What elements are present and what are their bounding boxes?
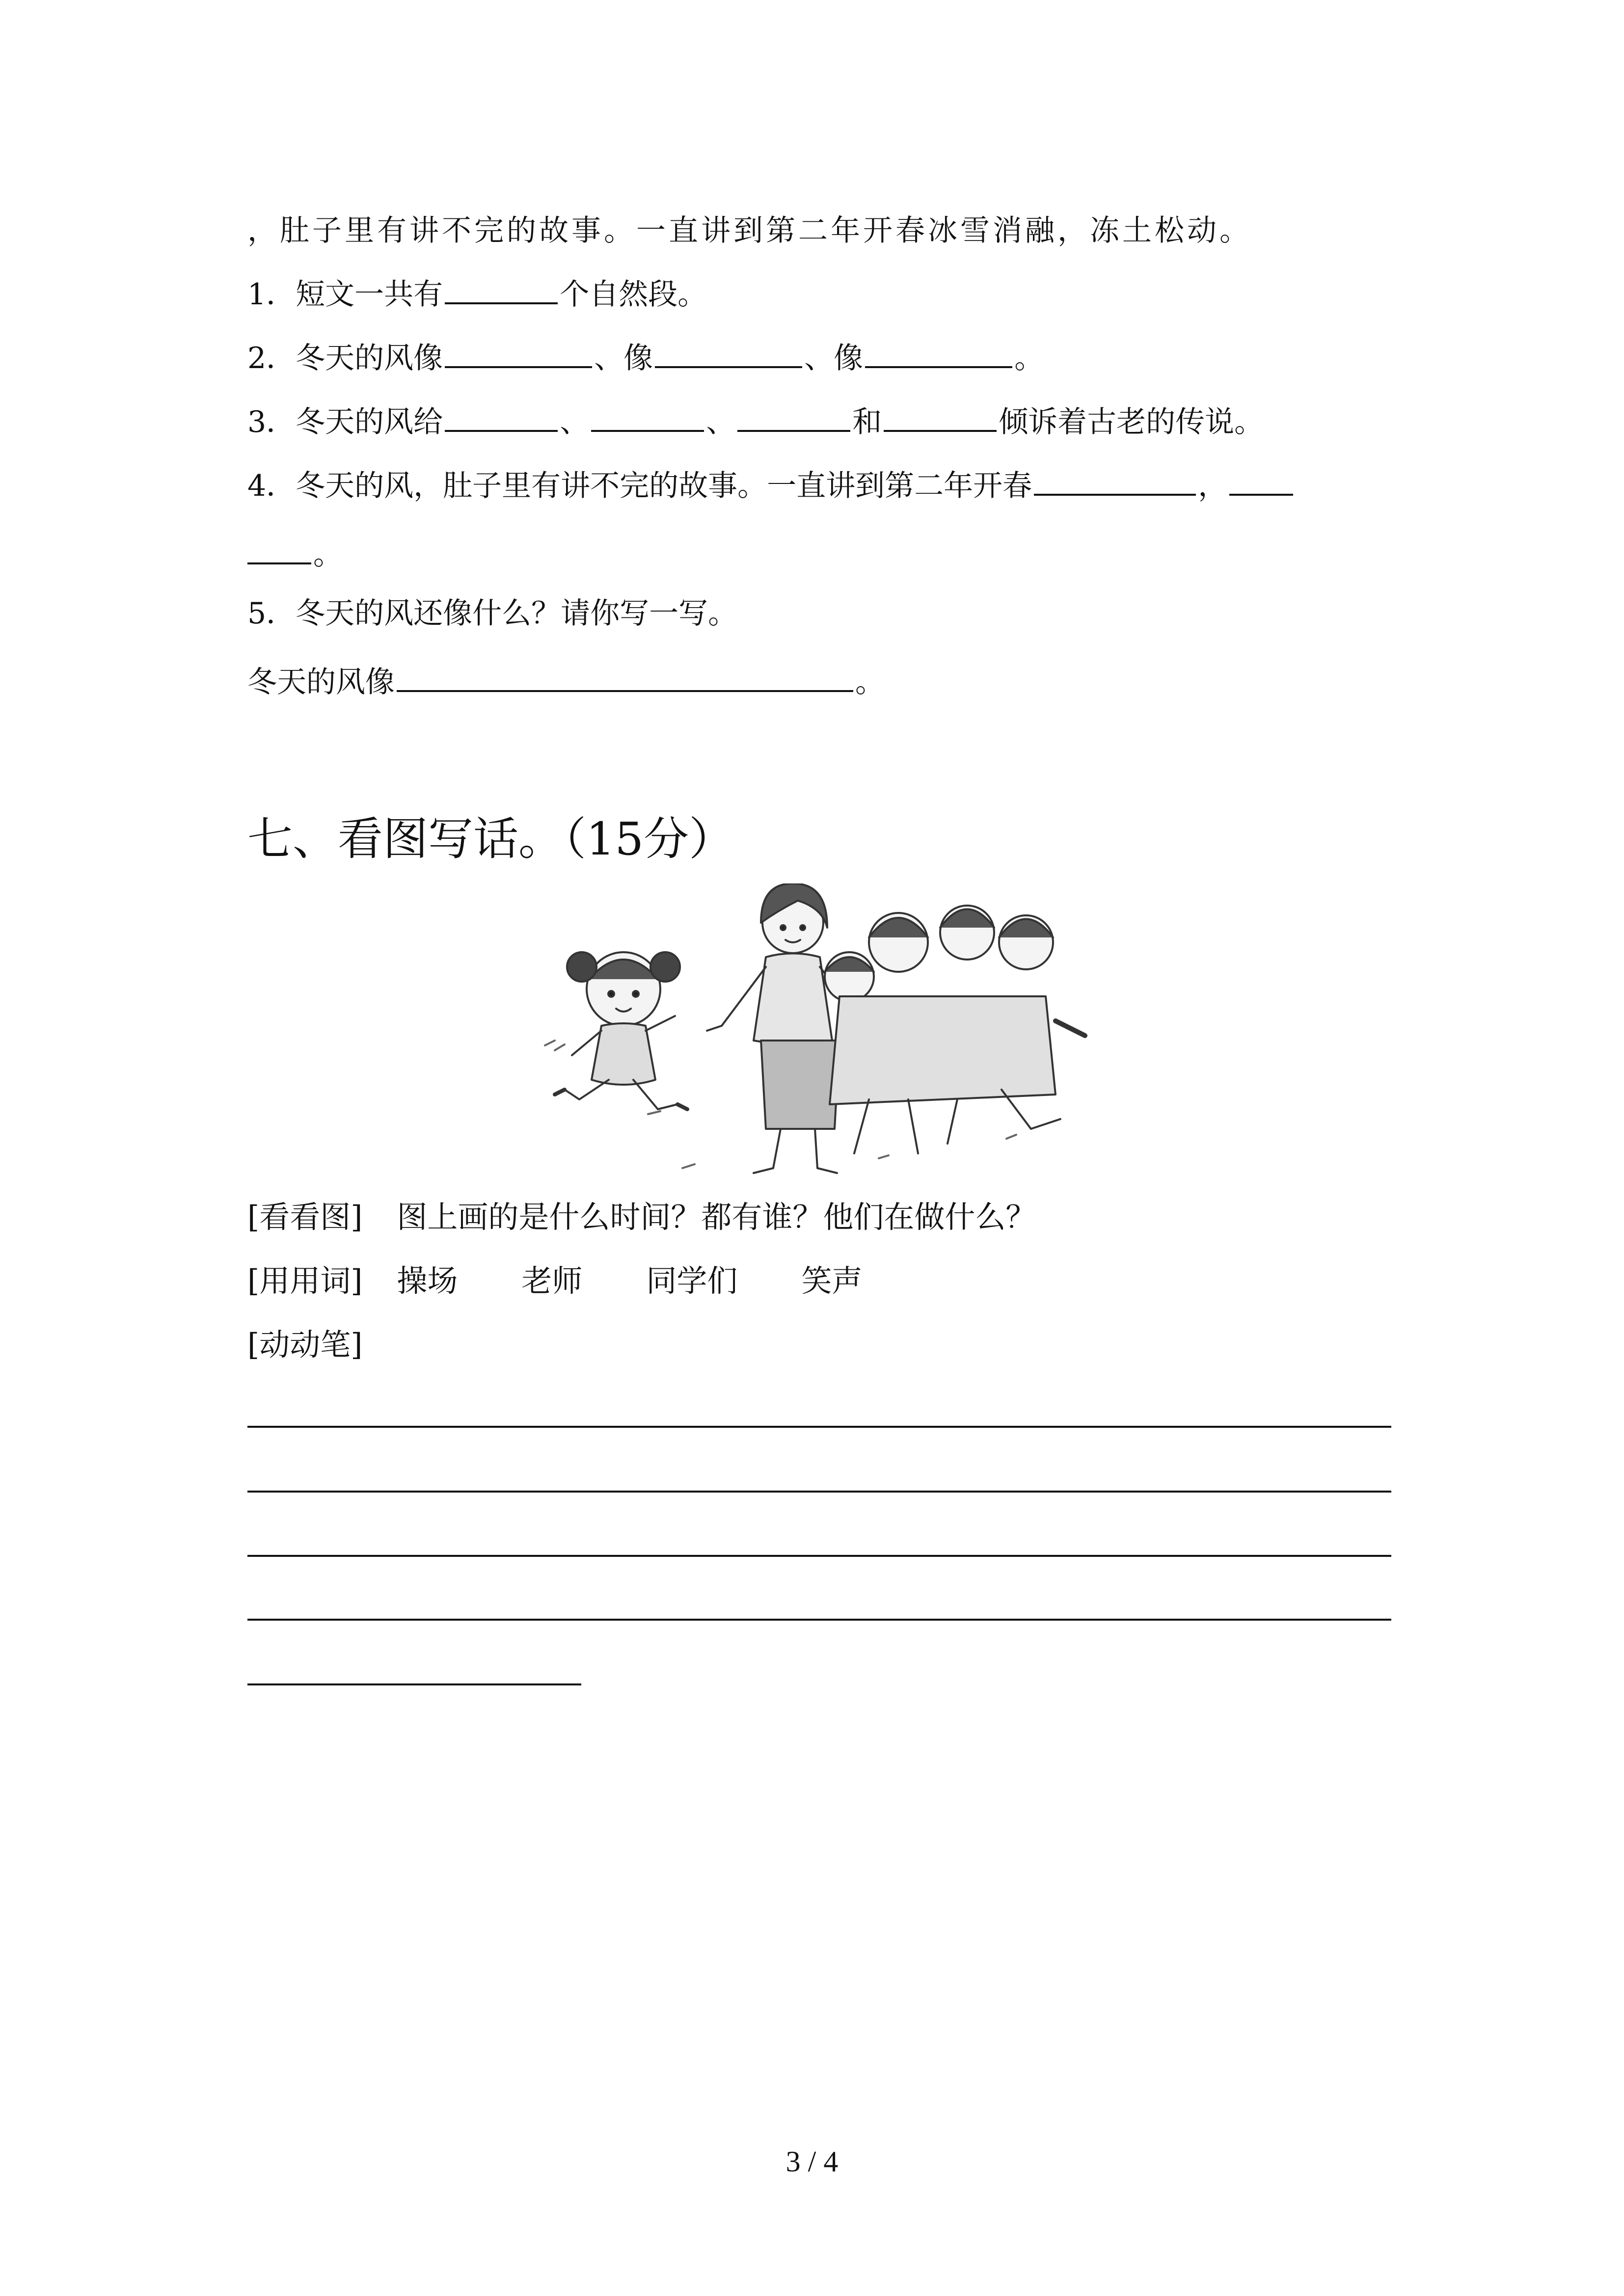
question-5-answer (247, 663, 885, 702)
look-label: [看看图] (247, 1199, 363, 1235)
q3-sep-1: 、 (560, 405, 590, 439)
children-group-figure (825, 906, 1085, 1153)
q2-prefix: 2．冬天的风像 (247, 341, 443, 375)
word-item: 操场 (397, 1263, 458, 1299)
q5-text: 5．冬天的风还像什么？请你写一写。 (247, 596, 738, 631)
look-at-picture-row (247, 1198, 1036, 1237)
q3-blank-3[interactable] (737, 402, 850, 432)
write-row (247, 1325, 362, 1364)
q4-blank-2a[interactable] (1229, 466, 1293, 496)
page-number: 3 / 4 (785, 2145, 839, 2178)
question-4 (247, 466, 1295, 506)
q4-blank-2b[interactable] (247, 535, 311, 564)
q2-mid-2: 、像 (804, 341, 864, 375)
question-2 (247, 339, 1044, 378)
writing-line[interactable] (247, 1555, 1391, 1557)
q4-comma: ， (1198, 469, 1228, 503)
word-item: 老师 (521, 1263, 583, 1299)
writing-line[interactable] (247, 1426, 1391, 1428)
teacher-figure (707, 883, 854, 1173)
question-5 (247, 594, 737, 633)
q3-and: 和 (852, 405, 882, 439)
q4-suffix: 。 (313, 537, 343, 572)
q3-prefix: 3．冬天的风给 (247, 405, 443, 439)
word-item: 同学们 (646, 1263, 738, 1299)
write-label: [动动笔] (247, 1327, 363, 1362)
q4-blank-1[interactable] (1034, 466, 1196, 496)
q3-blank-4[interactable] (884, 402, 997, 432)
girl-running-figure (555, 952, 687, 1109)
q2-mid-1: 、像 (594, 341, 653, 375)
word-item: 笑声 (801, 1263, 863, 1299)
section-7-heading: 七、看图写话。（15分） (247, 813, 734, 865)
q1-suffix: 个自然段。 (560, 277, 707, 312)
use-words-row (247, 1261, 862, 1301)
writing-line[interactable] (247, 1491, 1391, 1493)
question-4-continued (247, 535, 343, 574)
q4-prefix: 4．冬天的风，肚子里有讲不完的故事。一直讲到第二年开春 (247, 469, 1032, 503)
q2-blank-3[interactable] (865, 339, 1012, 368)
q5-answer-blank[interactable] (397, 663, 853, 692)
passage-tail-text: ，肚子里有讲不完的故事。一直讲到第二年开春冰雪消融，冻土松动。 (247, 214, 1252, 248)
q5-answer-prefix: 冬天的风像 (247, 665, 395, 699)
passage-tail (247, 211, 1252, 250)
q5-answer-suffix: 。 (855, 665, 885, 699)
q1-blank[interactable] (445, 275, 558, 304)
teacher-children-illustration (535, 883, 1105, 1178)
look-text: 图上画的是什么时间？都有谁？他们在做什么？ (397, 1199, 1036, 1235)
words-label: [用用词] (247, 1263, 363, 1299)
q2-suffix: 。 (1014, 341, 1044, 375)
q2-blank-2[interactable] (655, 339, 802, 368)
q3-sep-2: 、 (706, 405, 736, 439)
q1-prefix: 1．短文一共有 (247, 277, 443, 312)
writing-line[interactable] (247, 1683, 581, 1685)
question-1 (247, 275, 707, 314)
q3-blank-1[interactable] (445, 402, 558, 432)
q3-suffix: 倾诉着古老的传说。 (999, 405, 1264, 439)
q2-blank-1[interactable] (445, 339, 592, 368)
q3-blank-2[interactable] (591, 402, 704, 432)
writing-line[interactable] (247, 1619, 1391, 1621)
question-3 (247, 402, 1264, 442)
